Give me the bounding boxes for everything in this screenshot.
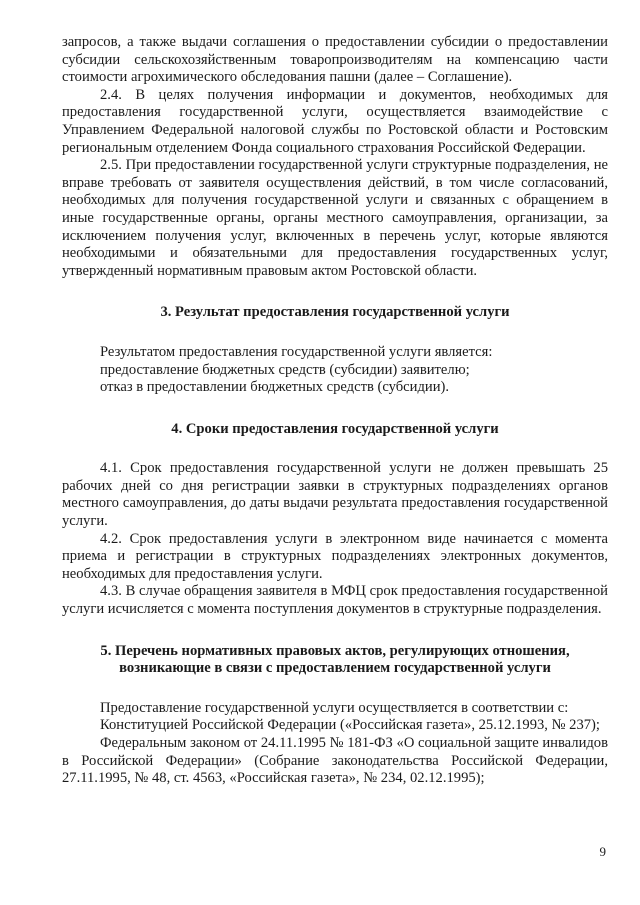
section-3-line-1: Результатом предоставления государственной услуги является:	[100, 343, 493, 360]
page-content	[62, 34, 608, 788]
section-5-heading-line-2: возникающие в связи с предоставлением государственной услуги	[119, 660, 551, 677]
paragraph-5-intro: Предоставление государственной услуги осуществляется в соответствии с:	[100, 699, 569, 716]
paragraph-2-5: 2.5. При предоставлении государственной услуги структурные подразделения, не вправе требовать от заявителя осуществления действий, в том числе согласований, необходимых для получения государственной услуги и связанных с обращением в иные государственные органы, органы местного самоуправления, организации, за исключением получения услуг, включенных в перечень услуг, которые являются необходимыми и обязательными для предоставления государственных услуг, утвержденный нормативным правовым актом Ростовской области.	[62, 157, 608, 279]
section-3-line-3: отказ в предоставлении бюджетных средств (субсидии).	[100, 379, 450, 396]
intro-paragraph: запросов, а также выдачи соглашения о предоставлении субсидии о предоставлении субсидии сельскохозяйственным товаропроизводителям на компенсацию части стоимости агрохимического обследования пашни (далее – Соглашение).	[62, 34, 608, 86]
section-3-line-2: предоставление бюджетных средств (субсидии) заявителю;	[100, 361, 470, 378]
paragraph-5-federal-law: Федеральным законом от 24.11.1995 № 181-ФЗ «О социальной защите инвалидов в Российской Федерации» (Собрание законодательства Российской Федерации, 27.11.1995, № 48, ст. 4563, «Российская газета», № 234, 02.12.1995);	[62, 735, 608, 787]
paragraph-2-4: 2.4. В целях получения информации и документов, необходимых для предоставления государственной услуги, осуществляется взаимодействие с Управлением Федеральной налоговой службы по Ростовской области и Ростовским региональным отделением Фонда социального страхования Российской Федерации.	[62, 86, 608, 156]
paragraph-5-constitution: Конституцией Российской Федерации («Российская газета», 25.12.1993, № 237);	[100, 717, 600, 734]
section-5-heading-line-1: 5. Перечень нормативных правовых актов, регулирующих отношения,	[100, 642, 570, 659]
page-number: 9	[599, 844, 606, 859]
paragraph-4-1: 4.1. Срок предоставления государственной услуги не должен превышать 25 рабочих дней со дня регистрации заявки в структурных подразделениях органов местного самоуправления, до даты выдачи результата предоставления государственной услуги.	[62, 460, 608, 530]
paragraph-4-2: 4.2. Срок предоставления услуги в электронном виде начинается с момента приема и регистрации в структурных подразделениях электронных документов, необходимых для предоставления услуги.	[62, 530, 608, 582]
section-4-heading: 4. Сроки предоставления государственной услуги	[171, 420, 499, 437]
paragraph-4-3: 4.3. В случае обращения заявителя в МФЦ срок предоставления государственной услуги исчисляется с момента поступления документов в структурные подразделения.	[62, 583, 608, 618]
section-3-heading: 3. Результат предоставления государственной услуги	[160, 304, 510, 321]
